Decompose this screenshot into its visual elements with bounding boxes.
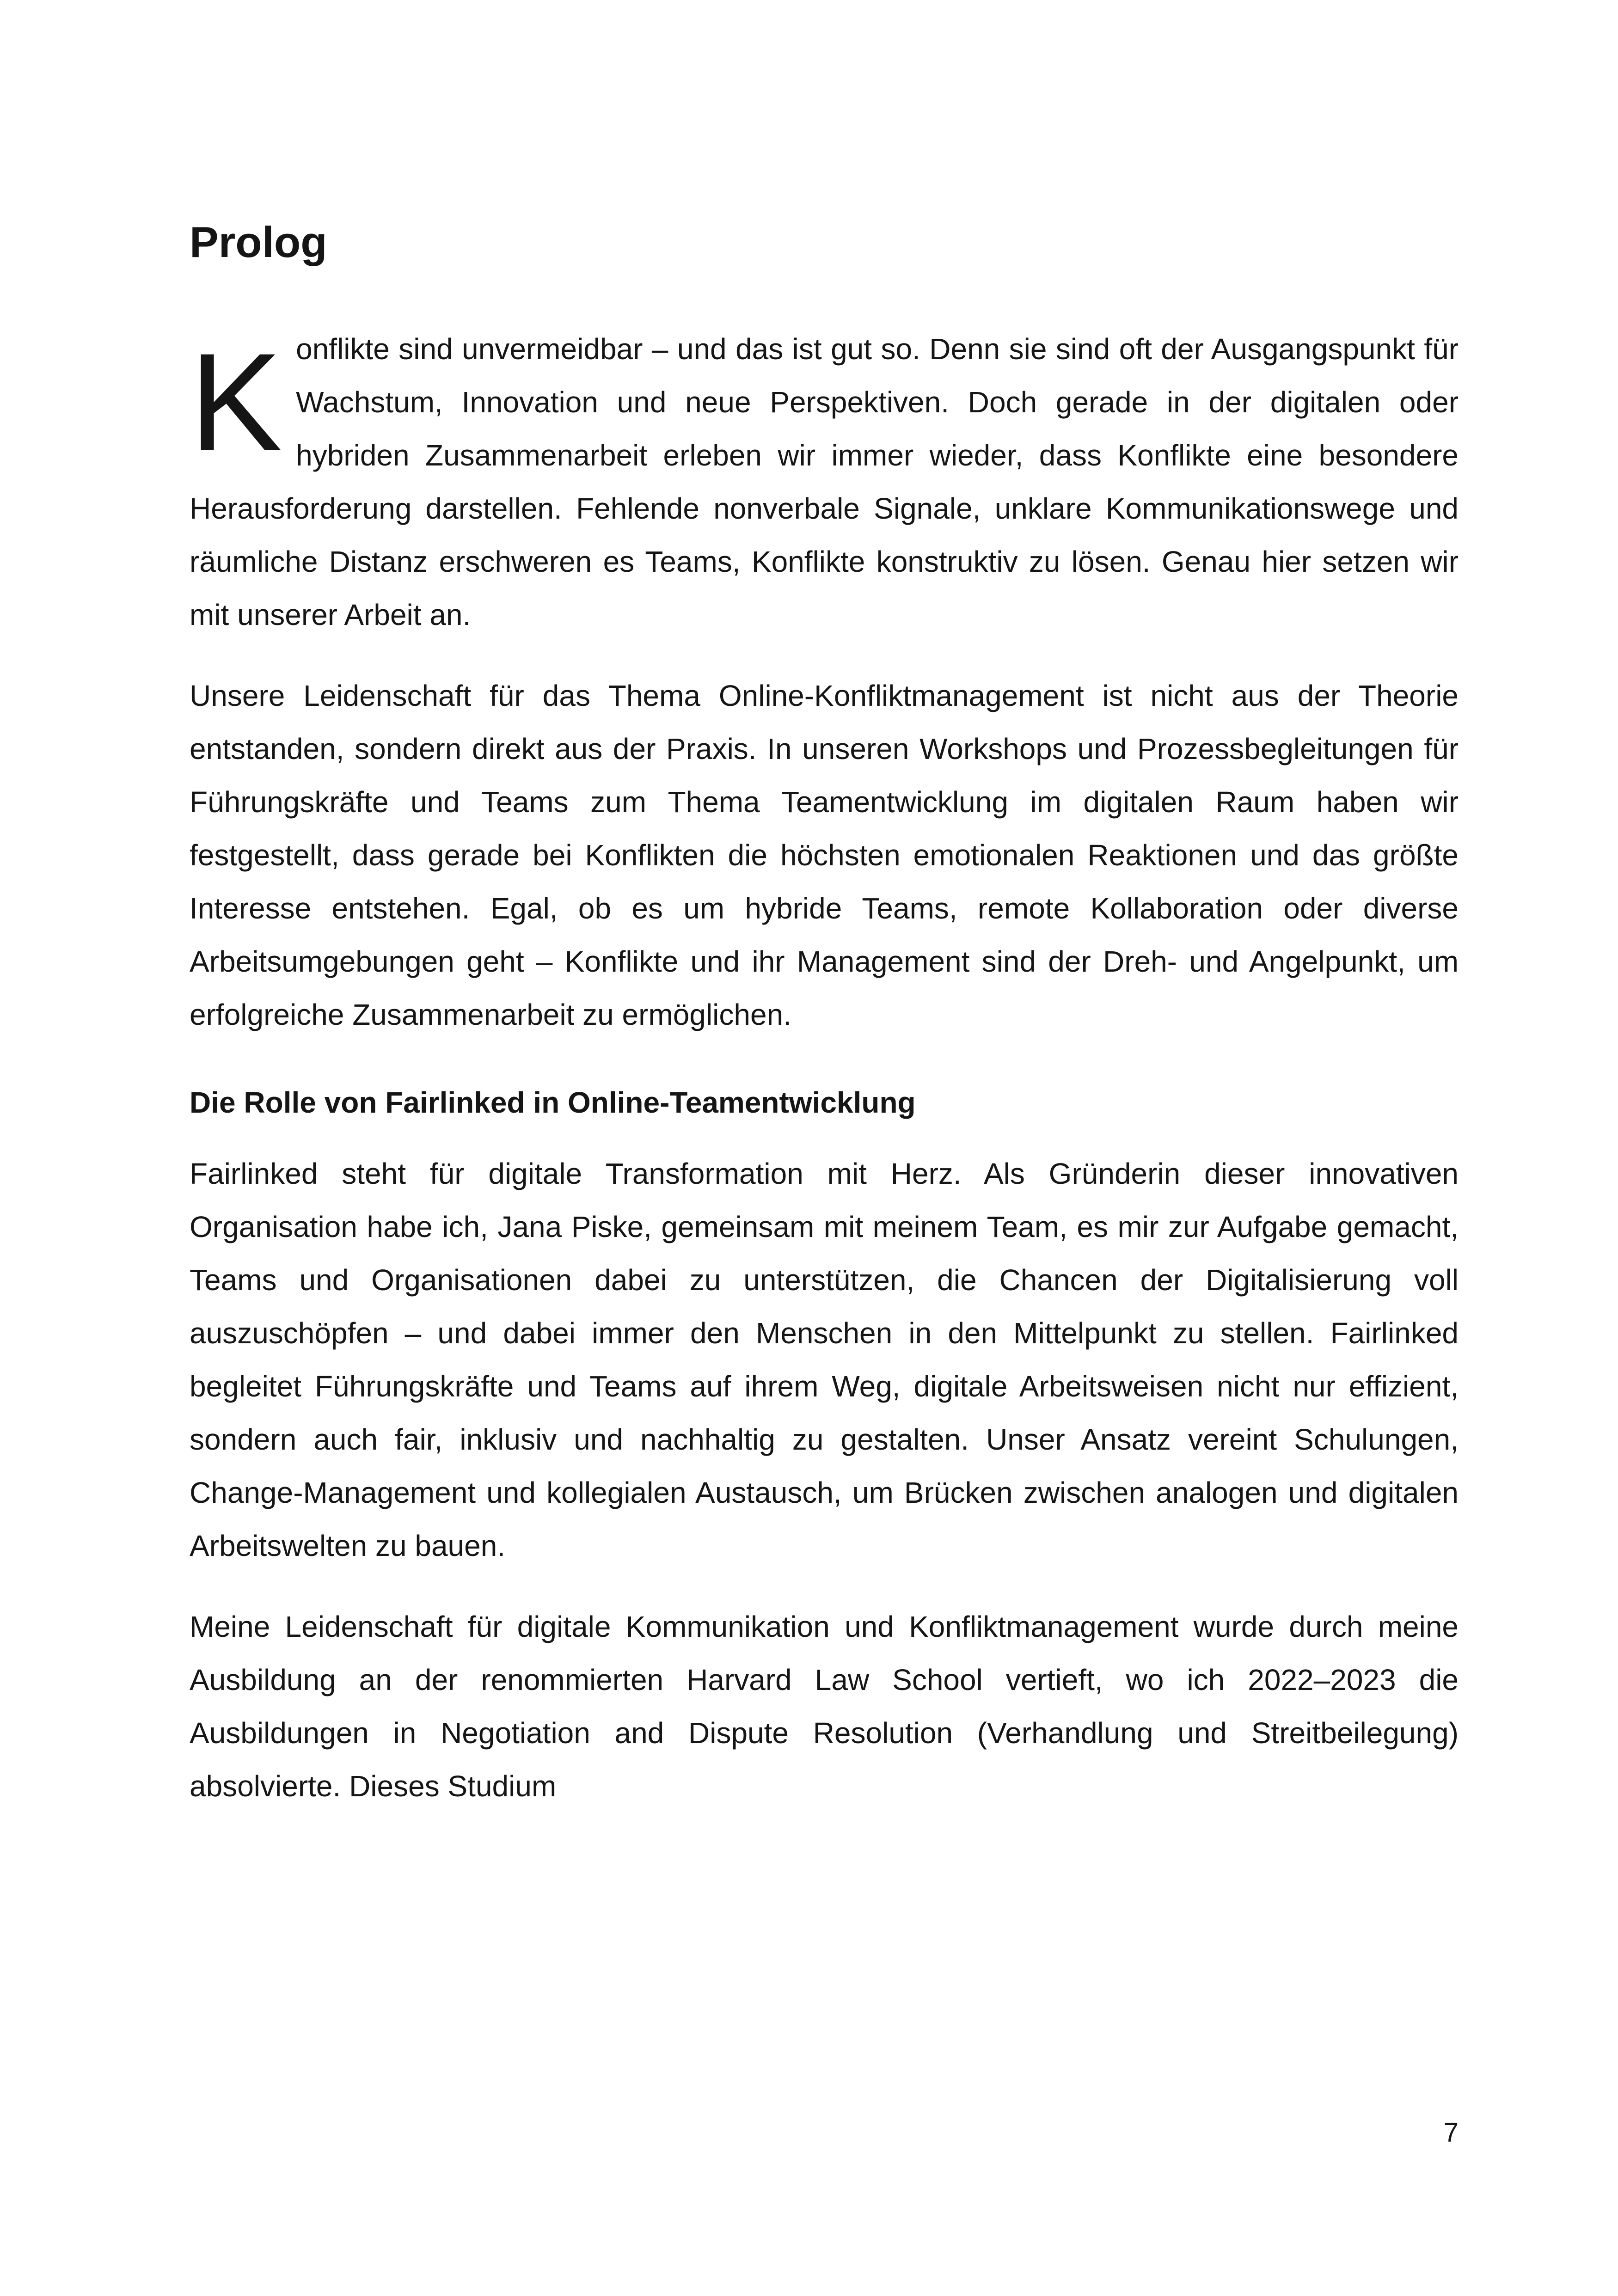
drop-cap: K <box>190 324 282 479</box>
paragraph-intro <box>190 323 1459 642</box>
section-heading: Die Rolle von Fairlinked in Online-Teamentwicklung <box>190 1086 916 1119</box>
page-number: 7 <box>1443 2118 1459 2148</box>
paragraph-4: Meine Leidenschaft für digitale Kommunikation und Konfliktmanagement wurde durch meine Ausbildung an der renommierten Harvard Law School vertieft, wo ich 2022–2023 die Ausbildungen in Negotiation and Dispute Resolution (Verhandlung und Streitbeilegung) absolvierte. Dieses Studium <box>190 1610 1459 1803</box>
paragraph-2: Unsere Leidenschaft für das Thema Online-Konfliktmanagement ist nicht aus der Theorie entstanden, sondern direkt aus der Praxis. In unseren Workshops und Prozessbegleitungen für Führungskräfte und Teams zum Thema Teamentwicklung im digitalen Raum haben wir festgestellt, dass gerade bei Konflikten die höchsten emotionalen Reaktionen und das größte Interesse entstehen. Egal, ob es um hybride Teams, remote Kollaboration oder diverse Arbeitsumgebungen geht – Konflikte und ihr Management sind der Dreh- und Angelpunkt, um erfolgreiche Zusammenarbeit zu ermöglichen. <box>190 679 1459 1031</box>
page-title: Prolog <box>190 218 327 266</box>
paragraph-intro-text: onflikte sind unvermeidbar – und das ist gut so. Denn sie sind oft der Ausgangspunkt für Wachstum, Innovation und neue Perspektiven. Doch gerade in der digitalen oder hybriden Zusammenarbeit erleben wir immer wieder, dass Konflikte eine besondere Herausforderung darstellen. Fehlende nonverbale Signale, unklare Kommunikationswege und räumliche Distanz erschweren es Teams, Konflikte konstruktiv zu lösen. Genau hier setzen wir mit unserer Arbeit an. <box>190 332 1459 631</box>
paragraph-3: Fairlinked steht für digitale Transformation mit Herz. Als Gründerin dieser innovativen Organisation habe ich, Jana Piske, gemeinsam mit meinem Team, es mir zur Aufgabe gemacht, Teams und Organisationen dabei zu unterstützen, die Chancen der Digitalisierung voll auszuschöpfen – und dabei immer den Menschen in den Mittelpunkt zu stellen. Fairlinked begleitet Führungskräfte und Teams auf ihrem Weg, digitale Arbeitsweisen nicht nur effizient, sondern auch fair, inklusiv und nachhaltig zu gestalten. Unser Ansatz vereint Schulungen, Change-Management und kollegialen Austausch, um Brücken zwischen analogen und digitalen Arbeitswelten zu bauen. <box>190 1157 1459 1562</box>
